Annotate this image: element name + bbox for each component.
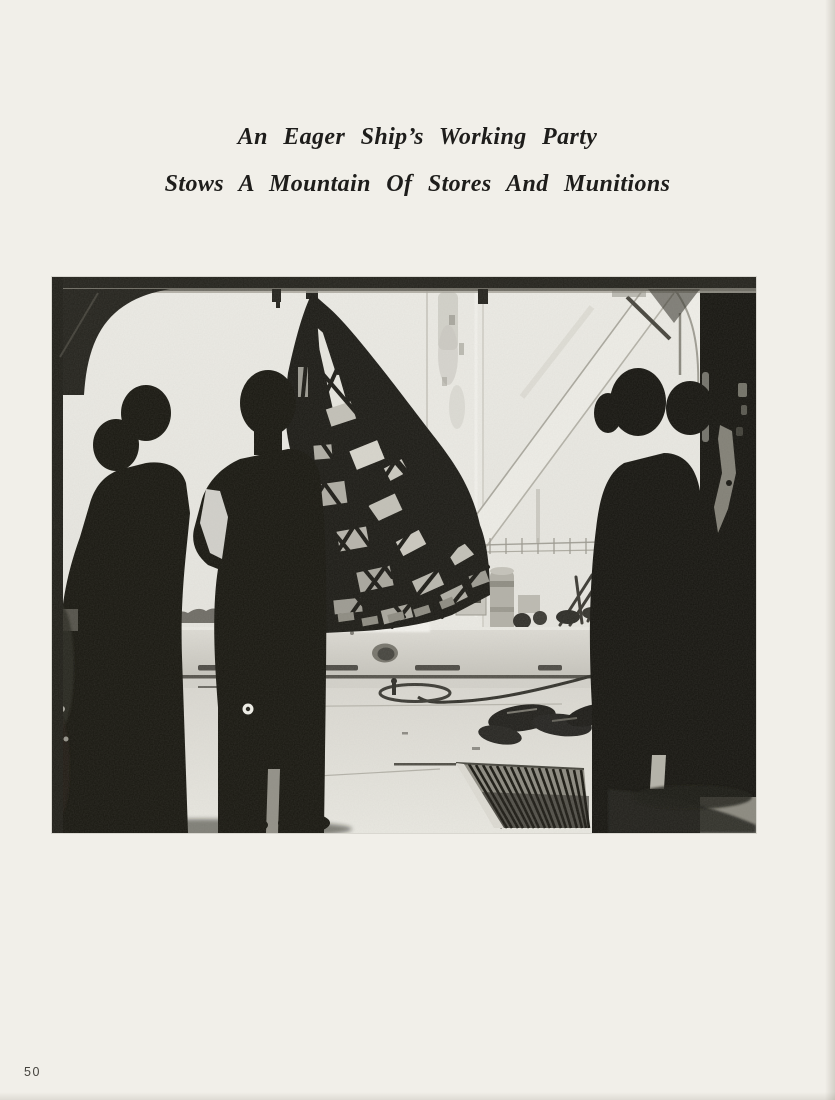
page-edge-shading-bottom [0,1092,835,1100]
page-title-line-2: Stows A Mountain Of Stores And Munitions [164,171,671,197]
photograph-artwork [52,277,756,833]
page-title-line-1: An Eager Ship’s Working Party [237,124,598,150]
page-number: 50 [24,1065,41,1079]
film-grain-overlay [52,277,756,833]
photograph [52,277,756,833]
page-edge-shading-right [825,0,835,1100]
